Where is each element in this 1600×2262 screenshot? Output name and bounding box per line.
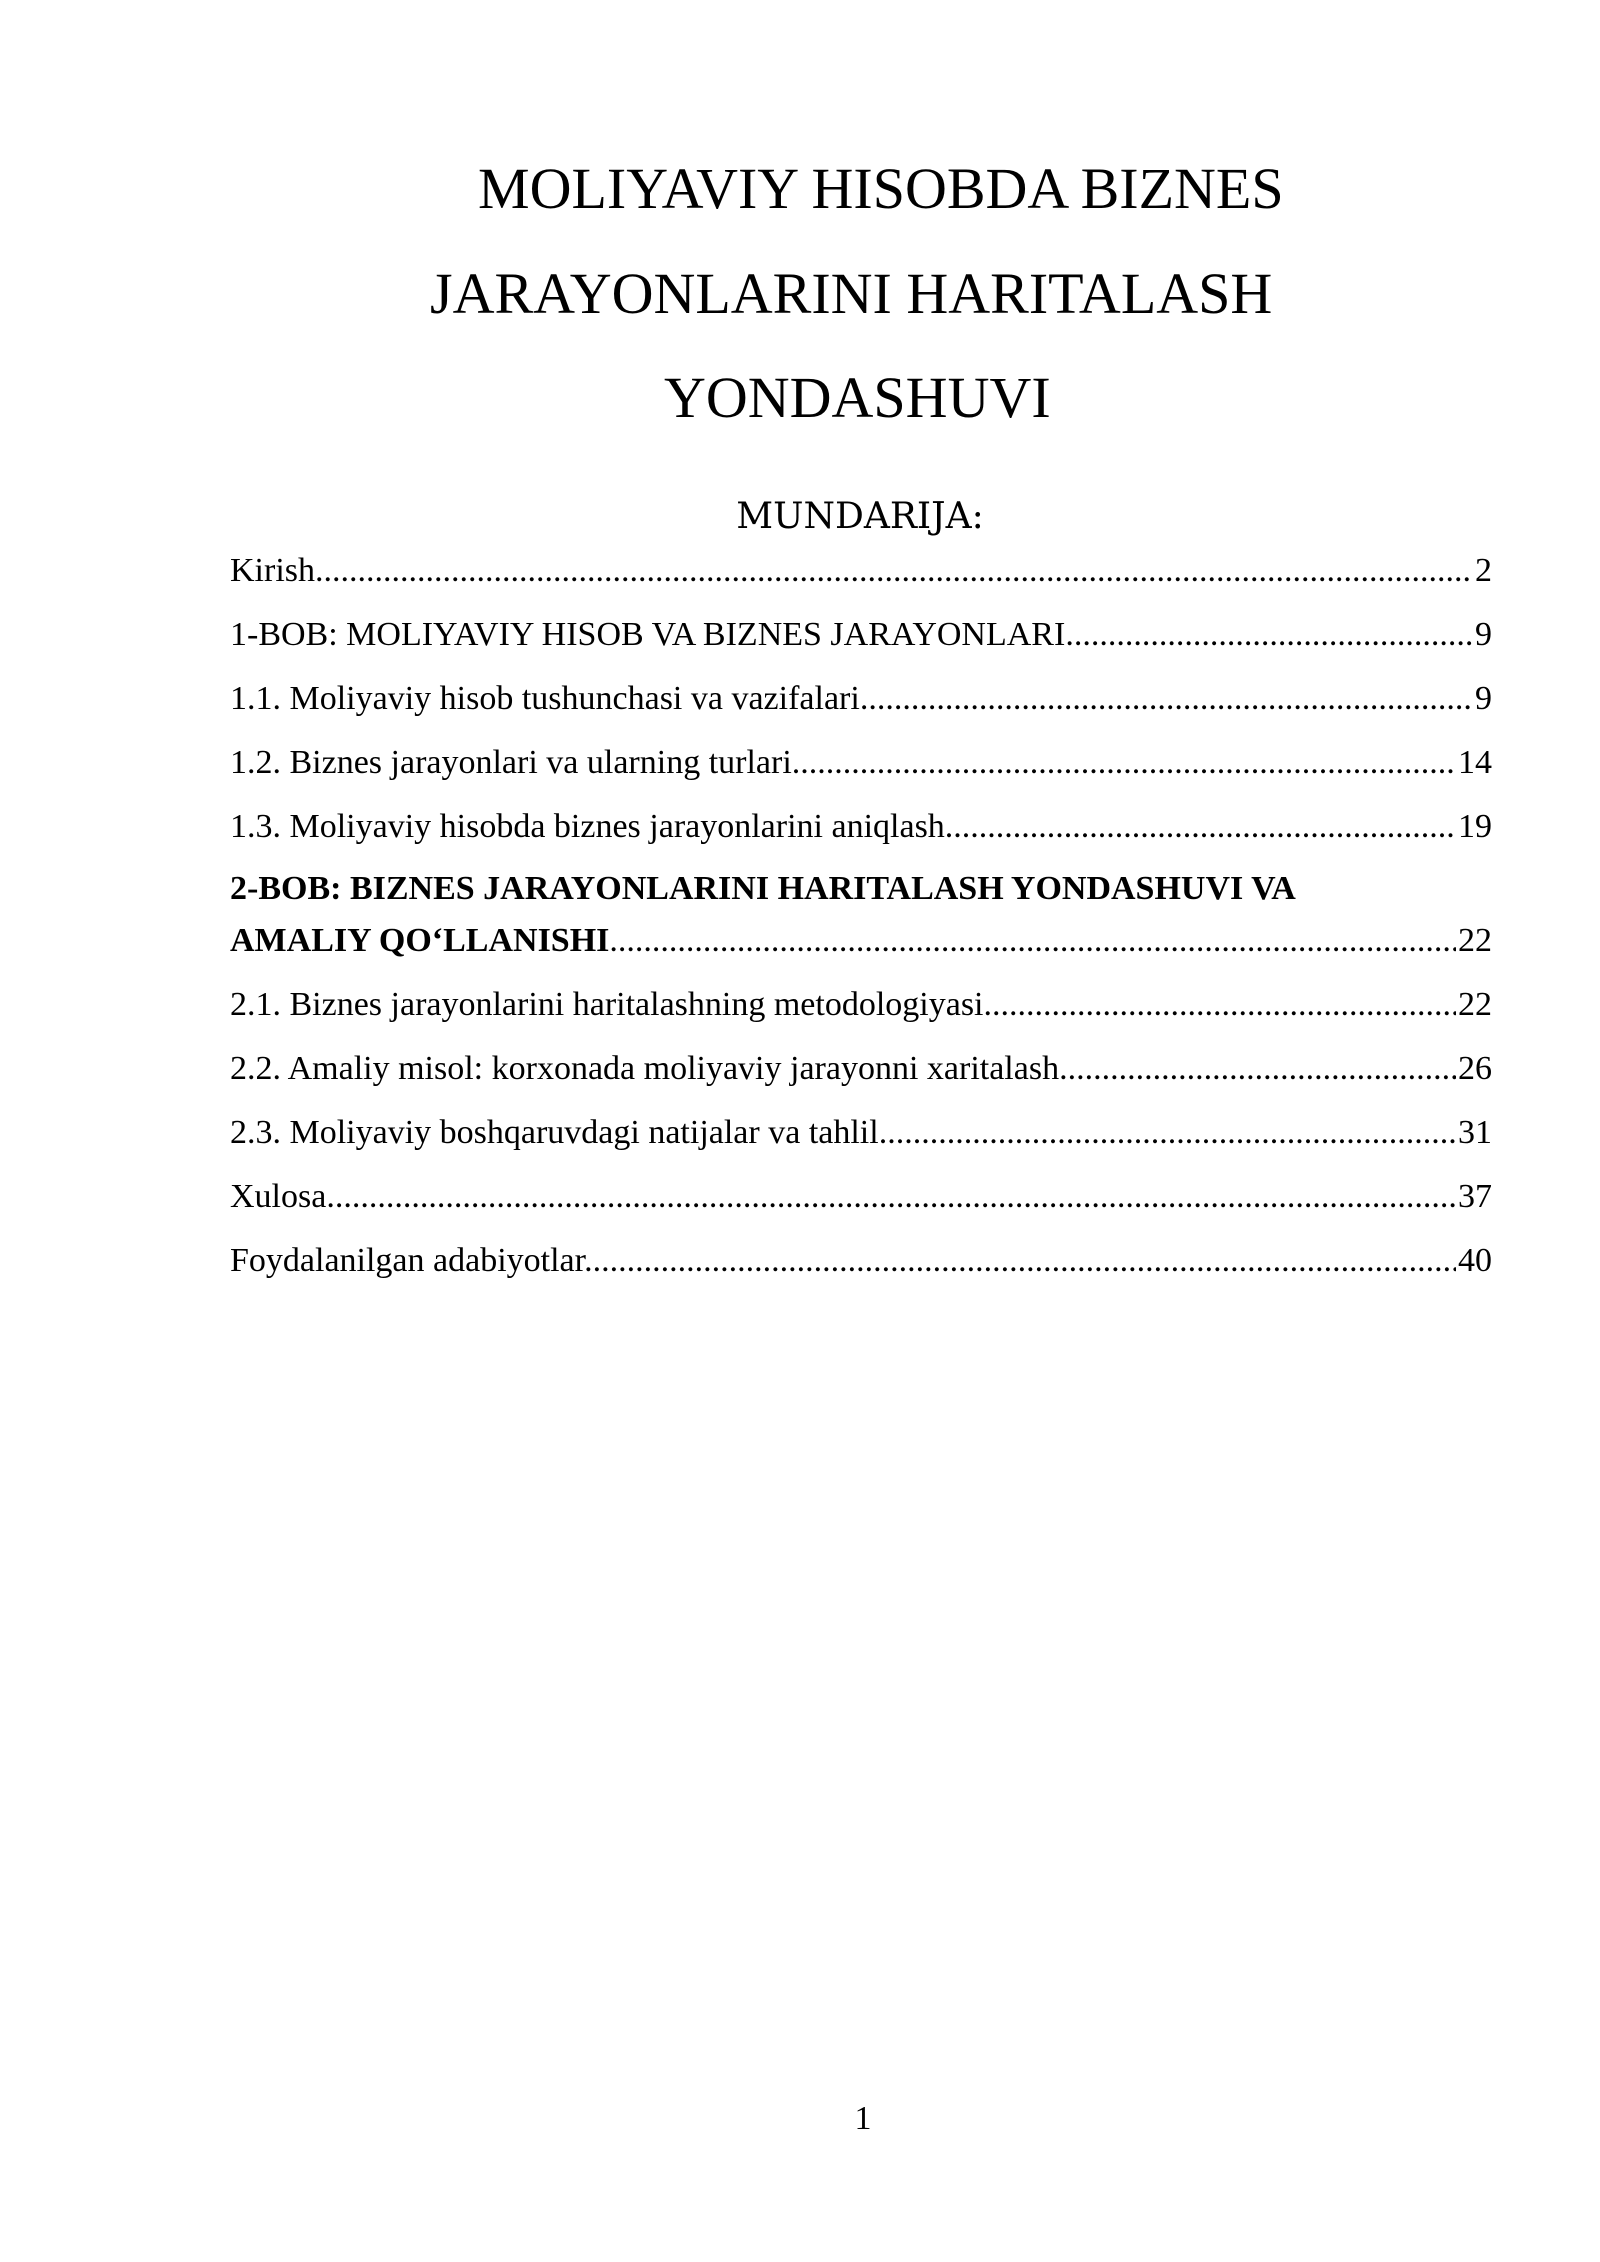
toc-entry-label: 1.2. Biznes jarayonlari va ularning turlari xyxy=(230,744,792,781)
toc-entry-2-3[interactable] xyxy=(230,1107,1492,1159)
toc-entry-page: 22 xyxy=(1458,986,1492,1023)
toc-entry-page: 9 xyxy=(1475,680,1492,717)
toc-entry-page: 22 xyxy=(1458,922,1492,959)
toc-entry-2-2[interactable] xyxy=(230,1043,1492,1095)
toc-entry-page: 9 xyxy=(1475,616,1492,653)
document-title-line-1: MOLIYAVIY HISOBDA BIZNES xyxy=(478,156,1284,221)
toc-entry-page: 31 xyxy=(1458,1114,1492,1151)
toc-entry-page: 2 xyxy=(1475,552,1492,589)
toc-entry-chapter-2[interactable] xyxy=(230,915,1492,967)
toc-entry-page: 26 xyxy=(1458,1050,1492,1087)
toc-entry-xulosa[interactable] xyxy=(230,1171,1492,1223)
toc-entry-chapter-2-line-1[interactable]: 2-BOB: BIZNES JARAYONLARINI HARITALASH YONDASHUVI VA xyxy=(230,870,1296,907)
toc-entry-1-2[interactable] xyxy=(230,737,1492,789)
document-title-line-2: JARAYONLARINI HARITALASH xyxy=(430,261,1273,326)
toc-entry-label: AMALIY QO‘LLANISHI xyxy=(230,922,610,959)
toc-entry-kirish[interactable] xyxy=(230,545,1492,597)
document-title-line-3: YONDASHUVI xyxy=(664,365,1051,430)
toc-entry-label: Foydalanilgan adabiyotlar xyxy=(230,1242,585,1279)
toc-heading: MUNDARIJA: xyxy=(736,496,984,537)
toc-entry-label: 1.1. Moliyaviy hisob tushunchasi va vazifalari xyxy=(230,680,860,717)
toc-entry-label: 1.3. Moliyaviy hisobda biznes jarayonlarini aniqlash xyxy=(230,808,945,845)
toc-entry-label: 2.1. Biznes jarayonlarini haritalashning metodologiyasi xyxy=(230,986,984,1023)
toc-entry-page: 40 xyxy=(1458,1242,1492,1279)
toc-entry-references[interactable] xyxy=(230,1235,1492,1287)
toc-entry-2-1[interactable] xyxy=(230,979,1492,1031)
toc-entry-page: 19 xyxy=(1458,808,1492,845)
page-number: 1 xyxy=(854,2100,872,2137)
toc-entry-label: 2.2. Amaliy misol: korxonada moliyaviy jarayonni xaritalash xyxy=(230,1050,1060,1087)
toc-entry-1-1[interactable] xyxy=(230,673,1492,725)
toc-entry-label: Xulosa xyxy=(230,1178,327,1215)
toc-entry-label: 1-BOB: MOLIYAVIY HISOB VA BIZNES JARAYONLARI xyxy=(230,616,1066,653)
toc-entry-page: 37 xyxy=(1458,1178,1492,1215)
toc-entry-label: Kirish xyxy=(230,552,315,589)
toc-entry-page: 14 xyxy=(1458,744,1492,781)
toc-entry-1-3[interactable] xyxy=(230,801,1492,853)
toc-entry-label: 2.3. Moliyaviy boshqaruvdagi natijalar va tahlil xyxy=(230,1114,879,1151)
toc-entry-chapter-1[interactable] xyxy=(230,609,1492,661)
